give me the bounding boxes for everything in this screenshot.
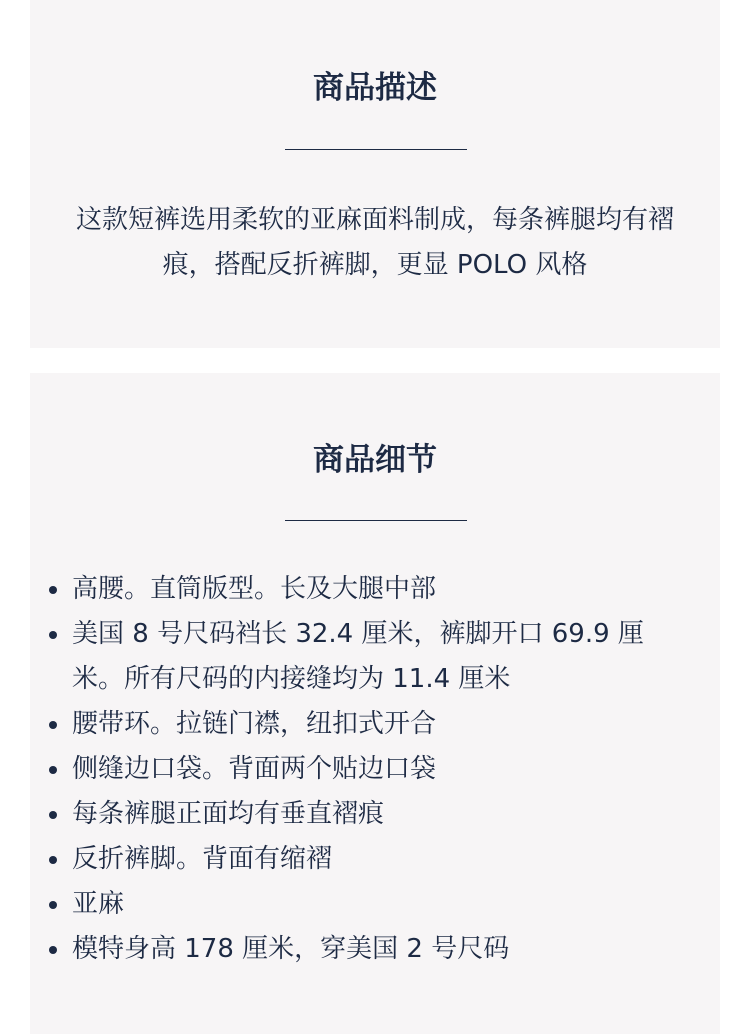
list-item (72, 837, 680, 882)
product-description-text: 这款短裤选用柔软的亚麻面料制成，每条裤腿均有褶痕，搭配反折裤脚，更显 POLO 风格 (75, 205, 674, 280)
bullet-icon (49, 946, 57, 954)
bullet-icon (49, 721, 57, 729)
list-item-text: 侧缝边口袋。背面两个贴边口袋 (72, 754, 437, 784)
bullet-icon (49, 766, 57, 774)
list-item-text: 模特身高 178 厘米，穿美国 2 号尺码 (72, 934, 510, 964)
bullet-icon (49, 586, 57, 594)
product-details-title: 商品细节 (313, 442, 437, 478)
list-item (72, 612, 680, 702)
list-item (72, 927, 680, 972)
list-item-text: 美国 8 号尺码裆长 32.4 厘米，裤脚开口 69.9 厘米。所有尺码的内接缝均为 11.4 厘米 (72, 619, 644, 694)
bullet-icon (49, 631, 57, 639)
list-item-text: 亚麻 (72, 889, 125, 919)
list-item (72, 792, 680, 837)
title-divider (285, 149, 467, 150)
product-description-title: 商品描述 (313, 70, 437, 106)
bullet-icon (49, 811, 57, 819)
product-details-card (30, 373, 720, 1034)
list-item (72, 702, 680, 747)
list-item-text: 每条裤腿正面均有垂直褶痕 (72, 799, 385, 829)
list-item (72, 882, 680, 927)
bullet-icon (49, 856, 57, 864)
list-item-text: 腰带环。拉链门襟，纽扣式开合 (72, 709, 437, 739)
product-description-card (30, 0, 720, 348)
list-item (72, 747, 680, 792)
bullet-icon (49, 901, 57, 909)
list-item-text: 反折裤脚。背面有缩褶 (72, 844, 333, 874)
product-details-list (72, 567, 680, 972)
list-item (72, 567, 680, 612)
list-item-text: 高腰。直筒版型。长及大腿中部 (72, 574, 437, 604)
title-divider (285, 520, 467, 521)
